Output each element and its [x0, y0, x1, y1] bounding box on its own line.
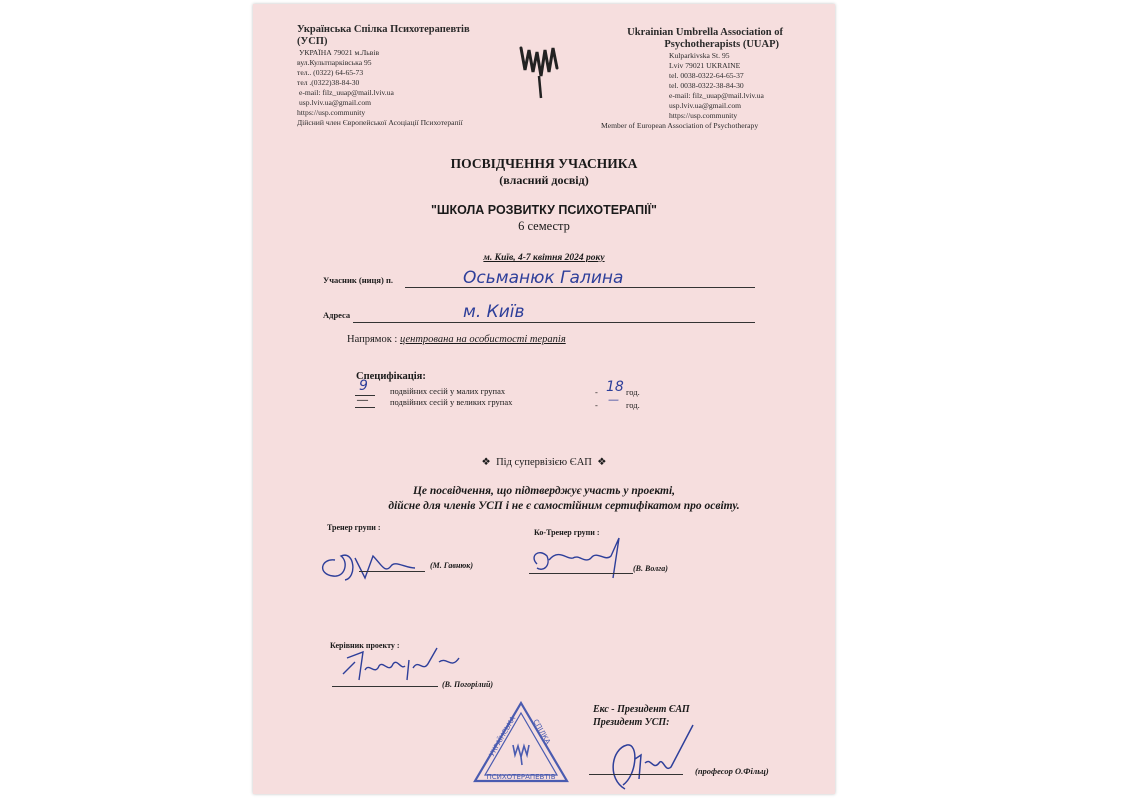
header-left [297, 24, 527, 128]
address-line [353, 322, 755, 323]
supervision-row [253, 456, 835, 468]
stamp-text-left: УКРАЇНСЬКА [487, 715, 518, 758]
trainer-signature [315, 538, 425, 591]
hdr-line: тел.. (0322) 64-65-73 [297, 68, 364, 77]
stamp-text-right: СПІЛКА [531, 718, 552, 746]
president-line [589, 774, 683, 775]
president-line2: Президент УСП: [593, 717, 670, 728]
hdr-line: usp.lviv.ua@gmail.com [299, 98, 372, 107]
statement-line1: Це посвідчення, що підтверджує участь у проекті, [412, 485, 676, 497]
direction-label: Напрямок : [347, 334, 398, 345]
spec-count-small: 9 [359, 378, 368, 394]
spec-hours-large: — [608, 393, 619, 406]
program-name: "ШКОЛА РОЗВИТКУ ПСИХОТЕРАПІЇ" [430, 203, 657, 217]
spec-dash: - [595, 387, 598, 397]
cotrainer-name: (В. Волга) [633, 564, 668, 573]
president-signature [593, 719, 703, 799]
doc-title: ПОСВІДЧЕННЯ УЧАСНИКА [450, 156, 638, 171]
hdr-line: e-mail: filz_uuap@mail.lviv.ua [299, 88, 394, 97]
participant-value: Осьманюк Галина [463, 268, 624, 288]
doc-subtitle: (власний досвід) [499, 173, 589, 187]
place-date: м. Київ, 4-7 квітня 2024 року [483, 253, 605, 263]
cotrainer-label: Ко-Тренер групи : [534, 528, 600, 537]
spec-count-line [355, 407, 375, 408]
trainer-name: (М. Гавнюк) [430, 561, 473, 570]
statement-line2: дійсне для членів УСП і не є самостійним сертифікатом про освіту. [388, 500, 740, 512]
spec-label: Специфікація: [356, 371, 426, 382]
hdr-line: тел .(0322)38-84-30 [297, 78, 360, 87]
trainer-line [359, 571, 425, 572]
head-name: (В. Погорілий) [442, 680, 494, 689]
hdr-line: tel. 0038-0322-64-65-37 [669, 71, 744, 80]
association-stamp [471, 699, 571, 792]
org-name-ua: Українська Спілка Психотерапевтів [297, 24, 470, 35]
hdr-line: tel. 0038-0322-38-84-30 [669, 81, 744, 90]
header-right [599, 27, 829, 131]
spec-hours-small: 18 [606, 379, 624, 395]
hdr-line: https://usp.community [297, 108, 366, 117]
spec-unit: год. [626, 400, 640, 410]
head-line [332, 686, 438, 687]
cotrainer-line [529, 573, 633, 574]
stamp-text-bottom: ПСИХОТЕРАПЕВТІВ [486, 773, 556, 781]
hdr-line: https://usp.community [669, 111, 738, 120]
spec-unit: год. [626, 387, 640, 397]
participant-label: Учасник (ниця) п. [323, 275, 393, 285]
org-abbr-ua: (УСП) [297, 36, 328, 47]
hdr-line: Дійсний член Європейської Асоціації Психотерапії [297, 118, 463, 127]
spec-text-small: подвійних сесій у малих групах [390, 386, 506, 396]
direction-row [347, 334, 566, 345]
address-value: м. Київ [463, 302, 525, 322]
cotrainer-signature [525, 534, 645, 587]
usp-logo [515, 42, 565, 105]
hdr-line: УКРАЇНА 79021 м.Львів [299, 48, 380, 57]
direction-value: центрована на особистості терапія [399, 334, 566, 345]
trainer-label: Тренер групи : [327, 523, 381, 532]
supervision-text: Під супервізією ЄАП [496, 457, 592, 468]
hdr-line: e-mail: filz_uuap@mail.lviv.ua [669, 91, 764, 100]
org-name-en: Ukrainian Umbrella Association of [627, 27, 783, 38]
hdr-line: usp.lviv.ua@gmail.com [669, 101, 742, 110]
diamond-icon: ❖ [481, 457, 491, 468]
president-line1: Екс - Президент ЄАП [593, 704, 690, 715]
president-name: (професор О.Фільц) [695, 766, 769, 776]
hdr-line: Member of European Association of Psychotherapy [601, 121, 759, 130]
head-label: Керівник проекту : [330, 641, 400, 650]
hdr-line: вул.Культпарківська 95 [297, 58, 372, 67]
spec-count-large: — [357, 394, 368, 406]
certificate-sheet [253, 4, 835, 794]
hdr-line: Lviv 79021 UKRAINE [669, 61, 741, 70]
address-label: Адреса [323, 310, 351, 320]
diamond-icon: ❖ [597, 457, 607, 468]
spec-dash: - [595, 400, 598, 410]
semester: 6 семестр [518, 219, 570, 233]
org-abbr-en: Psychotherapists (UUAP) [664, 39, 779, 50]
hdr-line: Kulparkivska St. 95 [669, 51, 730, 60]
spec-text-large: подвійних сесій у великих групах [390, 397, 513, 407]
